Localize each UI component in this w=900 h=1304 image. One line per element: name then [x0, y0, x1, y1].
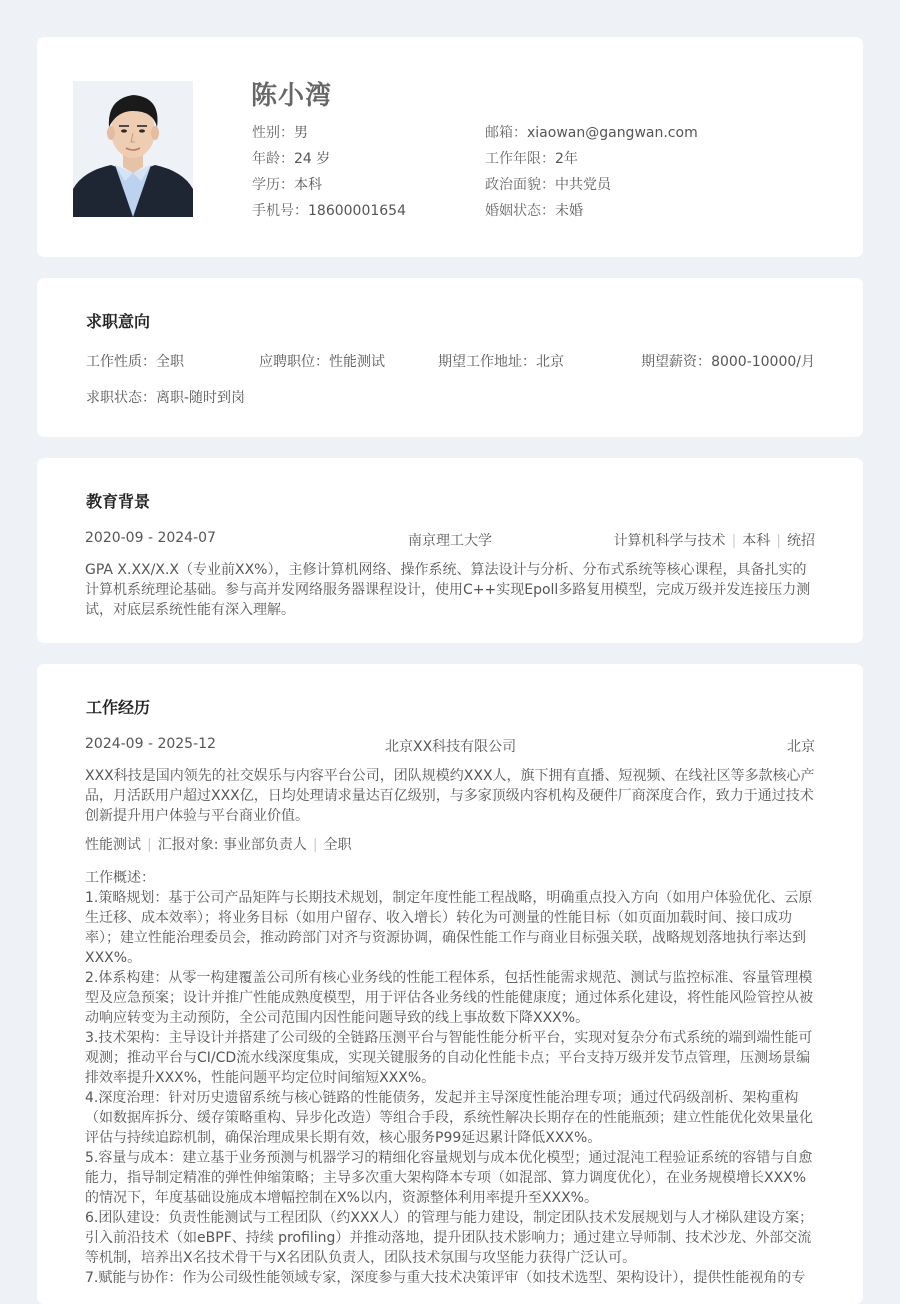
work-company: 北京XX科技有限公司	[385, 739, 517, 755]
education-degree: 本科	[742, 533, 771, 549]
candidate-name: 陈小湾	[251, 81, 333, 111]
education-description: GPA X.XX/X.X（专业前XX%），主修计算机网络、操作系统、算法设计与分析、分布式系统等核心课程，具备扎实的计算机系统理论基础。参与高并发网络服务器课程设计，使用C++实现Epoll多路复用模型，完成万级并发连接压力测试，对底层系统性能有深入理解。	[85, 562, 811, 618]
overview-point: 1.策略规划：基于公司产品矩阵与长期技术规划，制定年度性能工程战略，明确重点投入方向（如用户体验优化、云原生迁移、成本效率）；将业务目标（如用户留存、收入增长）转化为可测量的性能目标（如页面加载时间、接口成功率）；建立性能治理委员会，推动跨部门对齐与资源协调，确保性能工作与商业目标强关联，战略规划落地执行率达到XXX%。	[85, 890, 813, 966]
intent-label: 应聘职位：	[259, 354, 329, 370]
overview-point: 5.容量与成本：建立基于业务预测与机器学习的精细化容量规划与成本优化模型；通过混沌工程验证系统的容错与自愈能力，指导制定精准的弹性伸缩策略；主导多次重大架构降本专项（如混部、算力调度优化），在业务规模增长XXX%的情况下，年度基础设施成本增幅控制在X%以内，资源整体利用率提升至XXX%。	[85, 1150, 813, 1206]
section-title-education: 教育背景	[86, 492, 151, 511]
age-value: 24 岁	[294, 151, 331, 167]
education-value: 本科	[294, 177, 322, 193]
work-role: 性能测试	[85, 837, 141, 853]
intent-label: 期望薪资：	[641, 354, 712, 370]
overview-point: 4.深度治理：针对历史遗留系统与核心链路的性能债务，发起并主导深度性能治理专项；通过代码级剖析、架构重构（如数据库拆分、缓存策略重构、异步化改造）等组合手段，系统性解决长期存在的性能瓶颈；建立性能优化效果量化评估与持续追踪机制，确保治理成果长期有效，核心服务P99延迟累计降低XXX%。	[85, 1090, 813, 1146]
intent-location	[438, 351, 564, 371]
intent-label: 工作性质：	[86, 354, 156, 370]
intent-value: 8000-10000/月	[711, 354, 815, 370]
gender-label: 性别：	[252, 125, 294, 141]
profile-card	[37, 37, 863, 257]
intent-position	[259, 351, 385, 371]
intent-status	[86, 387, 245, 407]
phone-value: 18600001654	[308, 203, 406, 219]
work-report-to: 汇报对象: 事业部负责人	[157, 837, 307, 853]
work-tags	[85, 834, 352, 854]
phone-line	[252, 200, 406, 220]
job-intent-card	[37, 278, 863, 437]
intent-value: 离职-随时到岗	[156, 390, 246, 406]
intent-label: 求职状态：	[86, 390, 156, 406]
work-years-value: 2年	[555, 151, 578, 167]
avatar-photo	[73, 81, 193, 217]
intent-value: 北京	[536, 354, 564, 370]
marital-value: 未婚	[555, 203, 583, 219]
gender-value: 男	[294, 125, 308, 141]
section-title-work: 工作经历	[86, 698, 151, 717]
education-label: 学历：	[252, 177, 294, 193]
overview-point: 2.体系构建：从零一构建覆盖公司所有核心业务线的性能工程体系，包括性能需求规范、测试与监控标准、容量管理模型及应急预案；设计并推广性能成熟度模型，用于评估各业务线的性能健康度；通过体系化建设，将性能风险管控从被动响应转变为主动预防，全公司范围内因性能问题导致的线上事故数下降XXX%。	[85, 970, 813, 1026]
overview-point: 6.团队建设：负责性能测试与工程团队（约XXX人）的管理与能力建设，制定团队技术发展规划与人才梯队建设方案；引入前沿技术（如eBPF、持续 profiling）并推动落地，提升团队技术影响力；通过建立导师制、技术沙龙、外部交流等机制，培养出X名技术骨干与X名团队负责人，团队技术氛围与攻坚能力获得广泛认可。	[85, 1210, 814, 1266]
age-line	[252, 148, 330, 168]
education-type: 统招	[787, 533, 815, 549]
divider: |	[147, 837, 152, 853]
work-city: 北京	[787, 739, 815, 755]
education-card	[37, 458, 863, 643]
intent-work-type	[86, 351, 184, 371]
overview-point: 7.赋能与协作：作为公司级性能领域专家，深度参与重大技术决策评审（如技术选型、架构设计），提供性能视角的专	[85, 1270, 806, 1286]
work-years-line	[485, 148, 578, 168]
section-title-intent: 求职意向	[86, 312, 151, 331]
email-value[interactable]: xiaowan@gangwan.com	[527, 125, 698, 141]
intent-salary	[641, 351, 815, 371]
education-school: 南京理工大学	[408, 533, 492, 549]
work-kind: 全职	[323, 837, 352, 853]
company-description: XXX科技是国内领先的社交娱乐与内容平台公司，团队规模约XXX人，旗下拥有直播、短视频、在线社区等多款核心产品，月活跃用户超过XXX亿，日均处理请求量达百亿级别，与多家顶级内容机构及硬件厂商深度合作，致力于通过技术创新提升用户体验与平台商业价值。	[85, 768, 815, 824]
age-label: 年龄：	[252, 151, 294, 167]
divider: |	[312, 837, 318, 853]
intent-value: 全职	[156, 354, 184, 370]
political-line	[485, 174, 611, 194]
email-label: 邮箱：	[485, 125, 527, 141]
work-experience-card	[37, 664, 863, 1304]
education-major: 计算机科学与技术	[613, 533, 726, 549]
overview-point: 3.技术架构：主导设计并搭建了公司级的全链路压测平台与智能性能分析平台，实现对复杂分布式系统的端到端性能可观测；推动平台与CI/CD流水线深度集成，实现关键服务的自动化性能卡点；平台支持万级并发节点管理，压测场景编排效率提升XXX%，性能问题平均定位时间缩短XXX%。	[85, 1030, 813, 1086]
divider: |	[776, 533, 781, 549]
divider: |	[731, 533, 737, 549]
work-years-label: 工作年限：	[485, 151, 555, 167]
gender-line	[252, 122, 308, 142]
intent-label: 期望工作地址：	[438, 354, 536, 370]
intent-value: 性能测试	[329, 354, 385, 370]
education-line	[252, 174, 322, 194]
political-value: 中共党员	[555, 177, 611, 193]
email-line	[485, 122, 698, 142]
work-period: 2024-09 - 2025-12	[85, 736, 216, 752]
marital-line	[485, 200, 583, 220]
education-period: 2020-09 - 2024-07	[85, 530, 216, 546]
marital-label: 婚姻状态：	[485, 203, 555, 219]
political-label: 政治面貌：	[485, 177, 555, 193]
education-details	[614, 530, 815, 550]
phone-label: 手机号：	[252, 203, 308, 219]
overview-label: 工作概述：	[85, 870, 155, 886]
work-overview	[85, 868, 817, 1288]
